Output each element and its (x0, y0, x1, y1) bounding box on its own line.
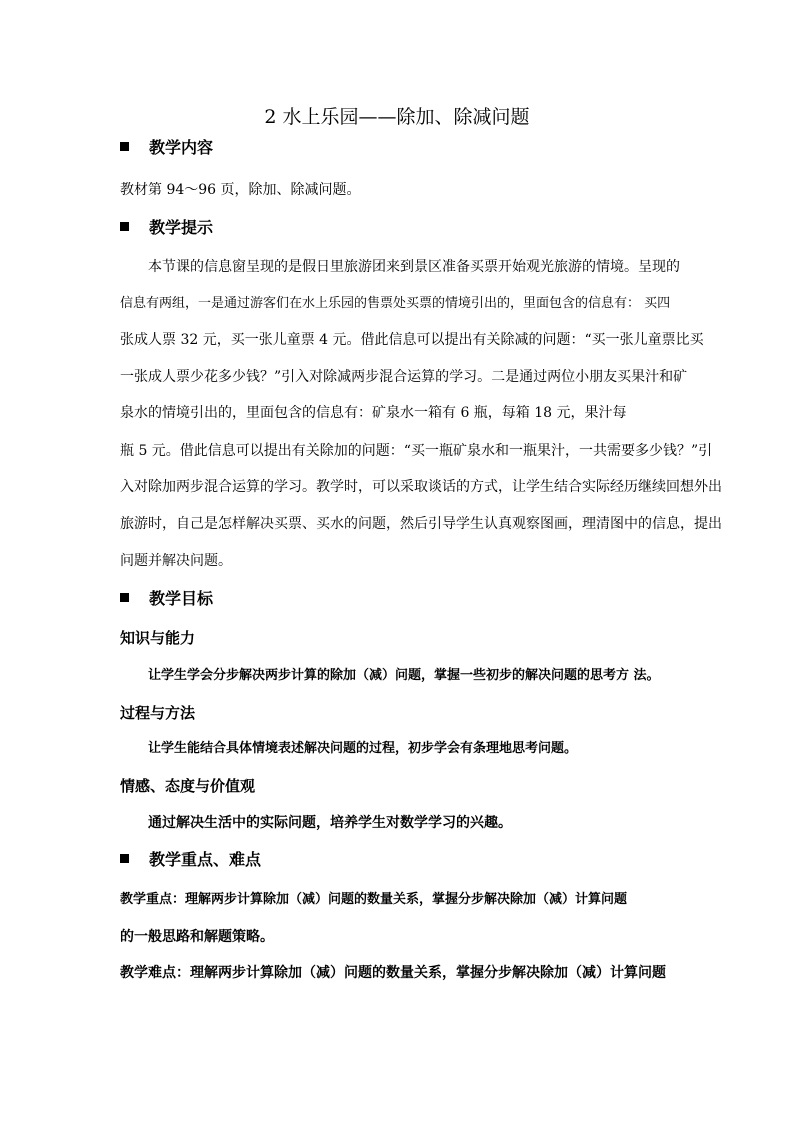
hint-paragraph-line: 瓶 5 元。借此信息可以提出有关除加的问题：“买一瓶矿泉水和一瓶果汁，一共需要多少钱？”引 (120, 443, 713, 459)
goal-text-emotion: 通过解决生活中的实际问题，培养学生对数学学习的兴趣。 (148, 815, 512, 831)
square-bullet-icon (120, 593, 129, 602)
page-title: 2 水上乐园——除加、除减问题 (264, 106, 530, 128)
goal-label-process: 过程与方法 (120, 704, 196, 722)
section-heading-content: 教学内容 (120, 138, 213, 158)
hint-paragraph-line: 本节课的信息窗呈现的是假日里旅游团来到景区准备买票开始观光旅游的情境。呈现的 (148, 259, 680, 275)
section-heading-hint: 教学提示 (120, 218, 213, 238)
hint-paragraph-line: 信息有两组，一是通过游客们在水上乐园的售票处买票的情境引出的，里面包含的信息有： 买四 (120, 296, 671, 311)
hint-paragraph-line: 张成人票 32 元，买一张儿童票 4 元。借此信息可以提出有关除减的问题：“买一张儿童票比买 (120, 332, 704, 348)
hint-paragraph-line: 一张成人票少花多少钱？”引入对除减两步混合运算的学习。二是通过两位小朋友买果汁和矿 (120, 369, 688, 385)
hint-paragraph-line: 泉水的情境引出的，里面包含的信息有：矿泉水一箱有 6 瓶，每箱 18 元，果汁每 (120, 405, 627, 421)
square-bullet-icon (120, 222, 129, 231)
goal-label-knowledge: 知识与能力 (120, 629, 196, 647)
goal-label-emotion: 情感、态度与价值观 (120, 777, 256, 795)
content-text: 教材第 94～96 页，除加、除减问题。 (120, 182, 361, 198)
goal-text-process: 让学生能结合具体情境表述解决问题的过程，初步学会有条理地思考问题。 (148, 741, 578, 756)
section-heading-keypoints: 教学重点、难点 (120, 850, 261, 870)
keypoint-focus-line: 教学重点：理解两步计算除加（减）问题的数量关系，掌握分步解决除加（减）计算问题 (120, 892, 628, 907)
keypoint-focus-line: 的一般思路和解题策略。 (120, 929, 274, 945)
keypoint-difficulty-line: 教学难点：理解两步计算除加（减）问题的数量关系，掌握分步解决除加（减）计算问题 (120, 965, 666, 981)
hint-paragraph-line: 问题并解决问题。 (120, 553, 232, 569)
square-bullet-icon (120, 854, 129, 863)
hint-paragraph-line: 旅游时，自己是怎样解决买票、买水的问题，然后引导学生认真观察图画，理清图中的信息，提出 (120, 516, 722, 532)
hint-paragraph-line: 入对除加两步混合运算的学习。教学时，可以采取谈话的方式，让学生结合实际经历继续回想外出 (120, 479, 722, 495)
square-bullet-icon (120, 142, 129, 151)
goal-text-knowledge: 让学生学会分步解决两步计算的除加（减）问题，掌握一些初步的解决问题的思考方 法。 (148, 668, 660, 683)
section-heading-goals: 教学目标 (120, 589, 213, 609)
